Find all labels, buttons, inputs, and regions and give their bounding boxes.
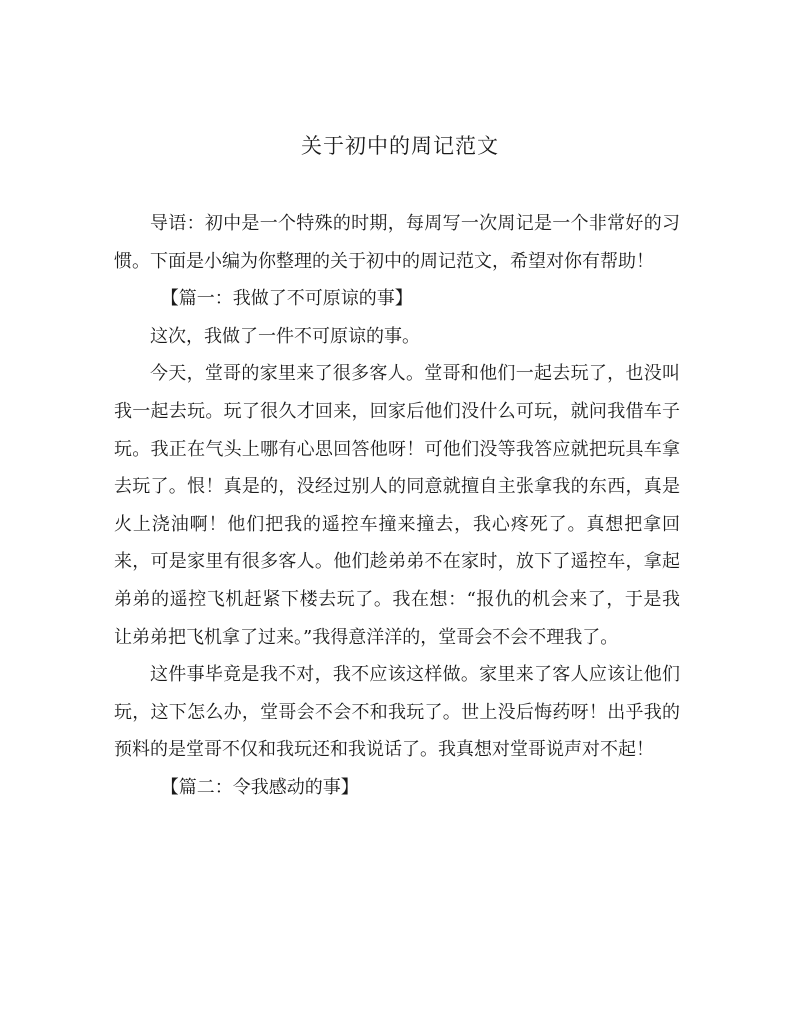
intro-paragraph: 导语：初中是一个特殊的时期，每周写一次周记是一个非常好的习惯。下面是小编为你整理的关于初中的周记范文，希望对你有帮助！ — [114, 213, 680, 272]
document-title: 关于初中的周记范文 — [301, 134, 499, 158]
body-paragraph: 这次，我做了一件不可原谅的事。 — [150, 325, 420, 347]
body-paragraph: 这件事毕竟是我不对，我不应该这样做。家里来了客人应该让他们玩，这下怎么办，堂哥会不会不和我玩了。世上没后悔药呀！出乎我的预料的是堂哥不仅和我玩还和我说话了。我真想对堂哥说声对不起！ — [114, 664, 680, 761]
body-paragraph: 今天，堂哥的家里来了很多客人。堂哥和他们一起去玩了，也没叫我一起去玩。玩了很久才回来，回家后他们没什么可玩，就问我借车子玩。我正在气头上哪有心思回答他呀！可他们没等我答应就把玩具车拿去玩了。恨！真是的，没经过别人的同意就擅自主张拿我的东西，真是火上浇油啊！他们把我的遥控车撞来撞去，我心疼死了。真想把拿回来，可是家里有很多客人。他们趁弟弟不在家时，放下了遥控车，拿起弟弟的遥控飞机赶紧下楼去玩了。我在想：“报仇的机会来了，于是我让弟弟把飞机拿了过来。”我得意洋洋的，堂哥会不会不理我了。 — [114, 363, 680, 648]
document-body — [114, 205, 680, 807]
section-heading-2: 【篇二：令我感动的事】 — [160, 776, 359, 798]
section-heading-1: 【篇一：我做了不可原谅的事】 — [160, 288, 413, 310]
